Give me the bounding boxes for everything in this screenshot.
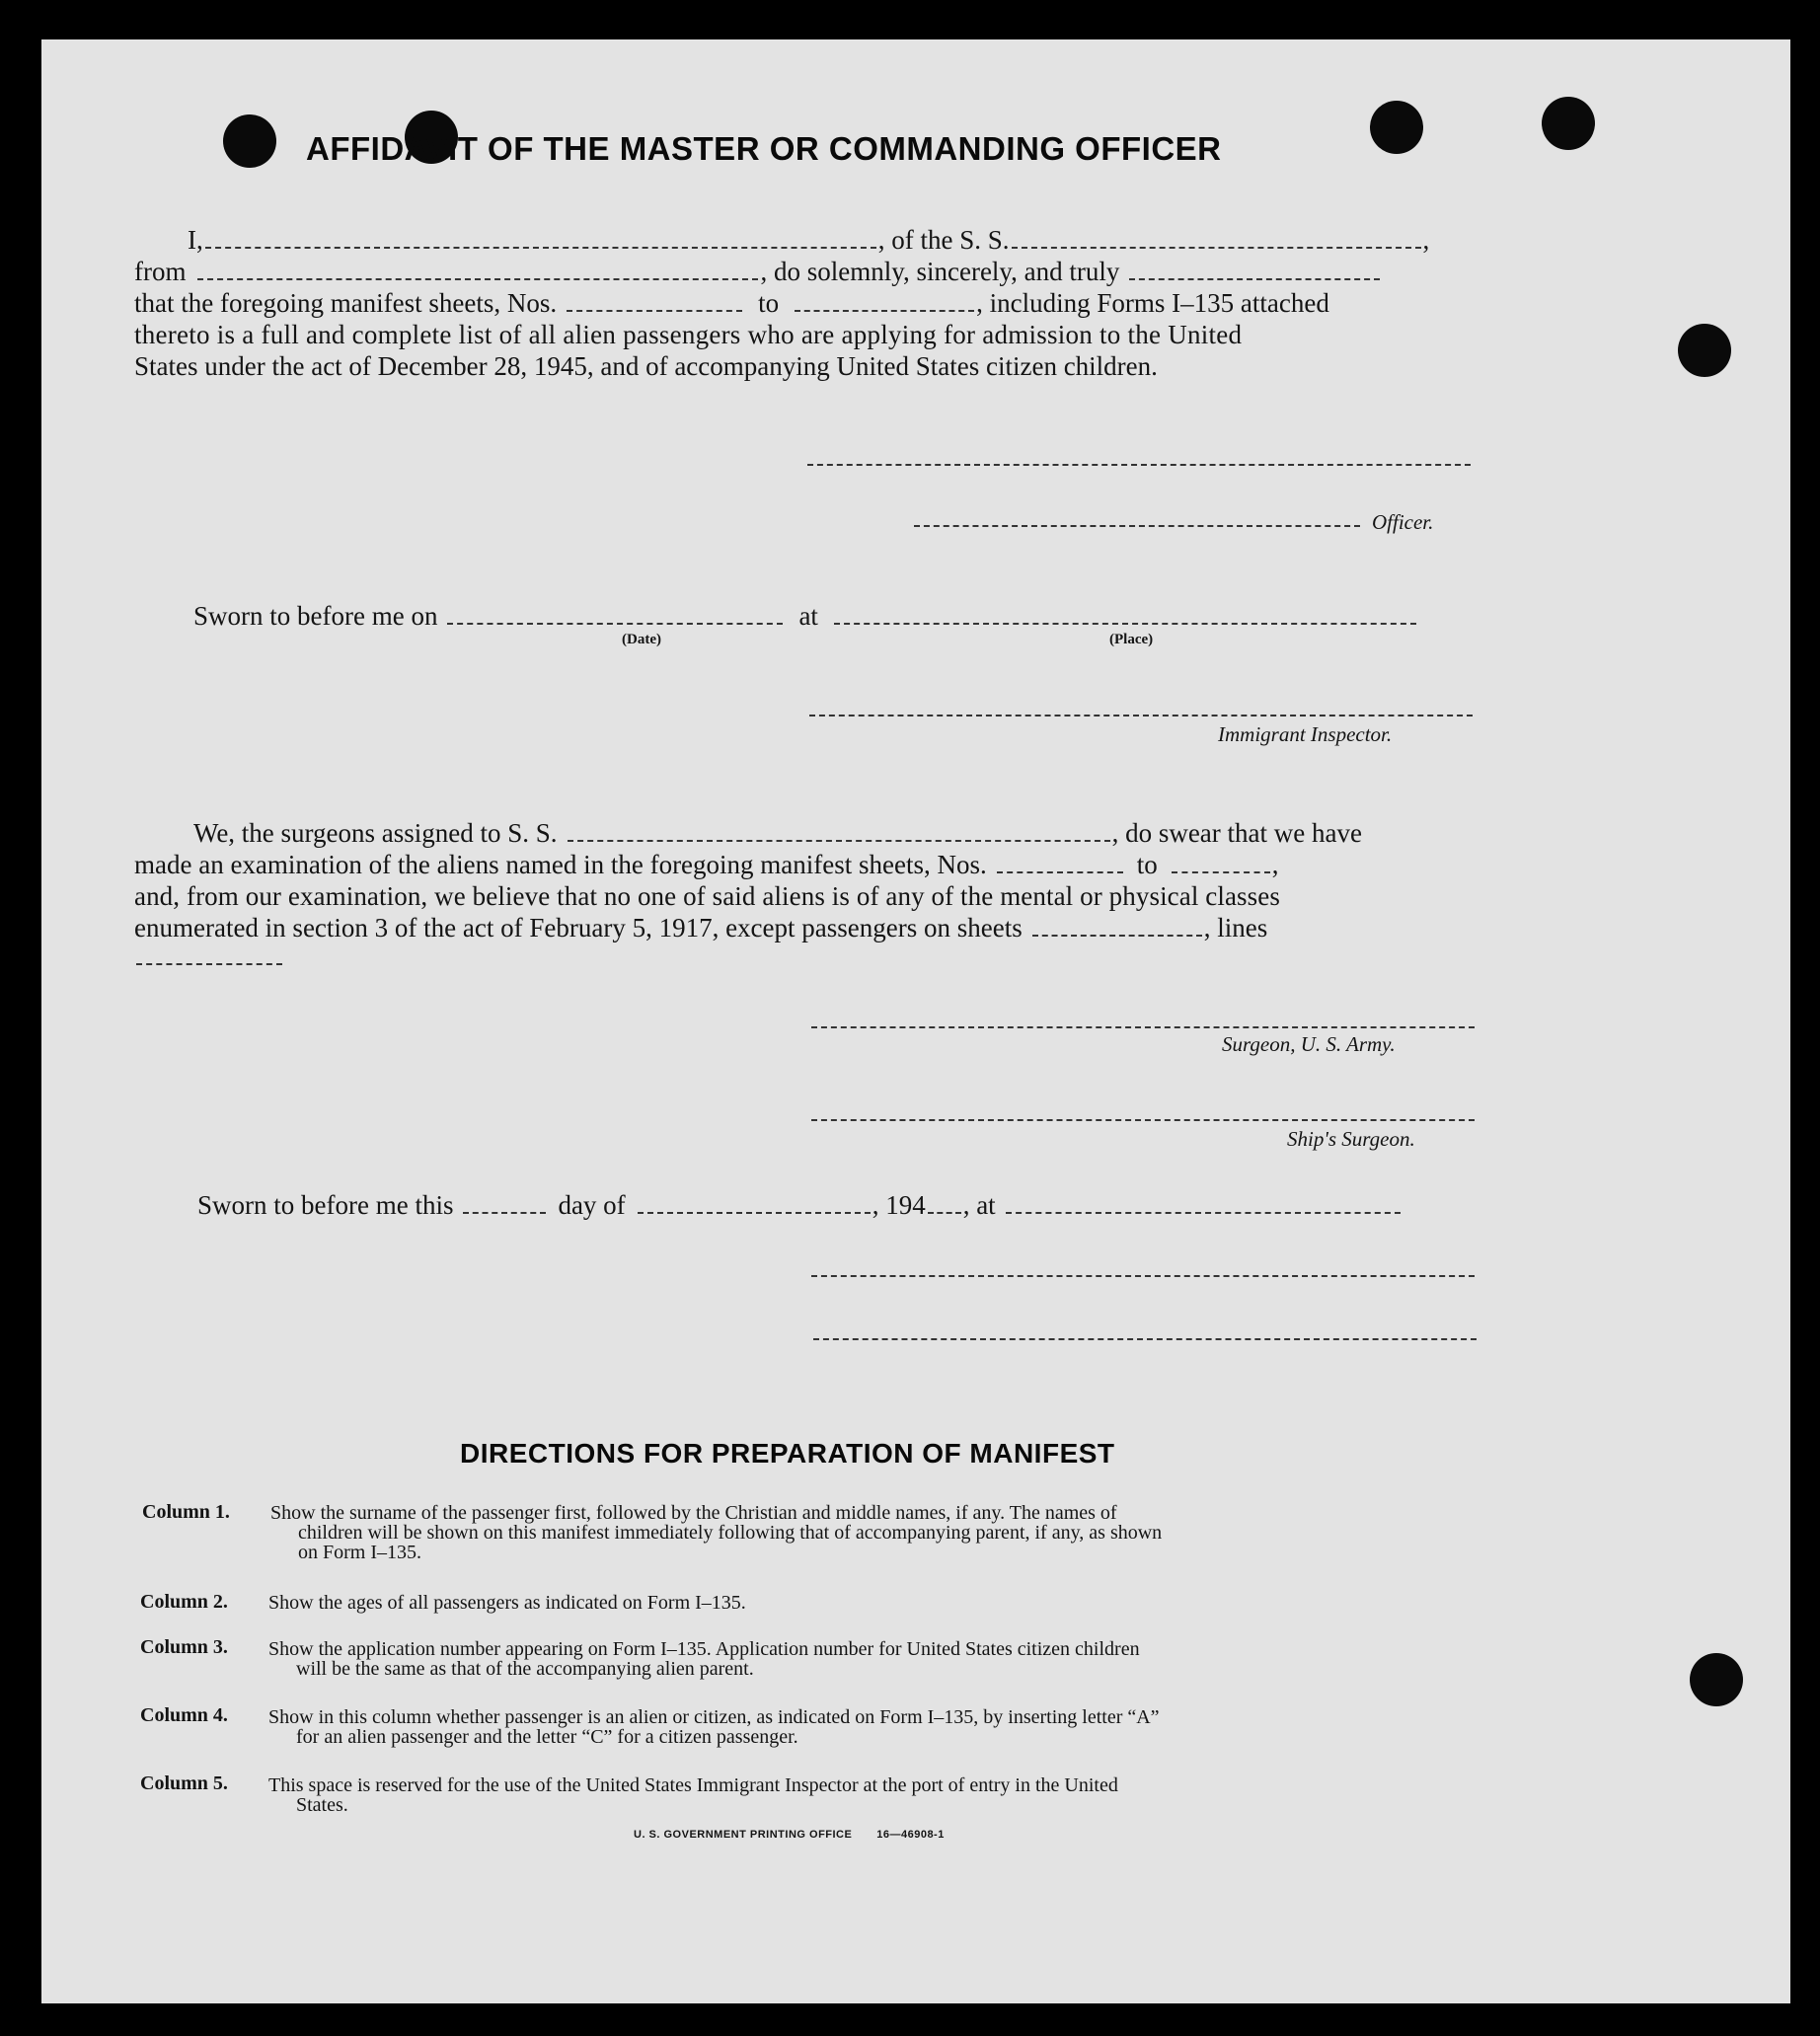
affidavit-line-1 [188,225,1429,256]
master-name-field[interactable] [205,246,876,249]
army-surgeon-label: Surgeon, U. S. Army. [1222,1032,1396,1056]
surgeons-text: enumerated in section 3 of the act of February 5, 1917, except passengers on sheets [134,913,1023,943]
sworn-text: day of [558,1190,626,1220]
column-5-label: Column 5. [140,1772,228,1794]
affidavit-line-3 [134,288,1329,319]
column-5-line: This space is reserved for the use of the United States Immigrant Inspector at the port of entry in the United [268,1774,1118,1796]
excepted-sheets-field[interactable] [1032,934,1202,937]
ships-surgeon-label: Ship's Surgeon. [1287,1127,1415,1151]
column-1-label: Column 1. [142,1501,230,1523]
punch-hole [1690,1653,1743,1706]
column-3-text [268,1639,1479,1679]
affidavit-text: that the foregoing manifest sheets, Nos. [134,288,558,318]
sworn-year-field[interactable] [928,1211,961,1214]
excepted-lines-field[interactable] [136,963,282,965]
sworn-line-1 [193,601,1418,632]
punch-hole [1542,97,1595,150]
affidavit-text: , do solemnly, sincerely, and truly [760,257,1120,286]
surgeon-sheet-from-field[interactable] [997,870,1123,873]
column-1-text [270,1503,1480,1562]
sworn-place-field[interactable] [834,622,1416,625]
column-5-text [268,1775,1479,1815]
surgeons-line-4 [134,913,1267,943]
surgeons-text: made an examination of the aliens named in the foregoing manifest sheets, Nos. [134,850,987,879]
punch-hole [1370,101,1423,154]
sworn-line-2 [197,1190,1403,1221]
surgeons-text: to [1136,850,1158,879]
column-4-label: Column 4. [140,1704,228,1726]
sworn-place-field-2[interactable] [1006,1211,1401,1214]
surgeons-text: , do swear that we have [1111,818,1362,848]
date-label: (Date) [622,632,661,647]
sworn-date-field[interactable] [447,622,783,625]
sheet-from-field[interactable] [567,309,742,312]
column-1-line: children will be shown on this manifest immediately following that of accompanying parent, if any, as shown [298,1522,1163,1544]
column-5-line: States. [296,1794,348,1816]
sworn-text: Sworn to before me this [197,1190,454,1220]
affidavit-text: , including Forms I–135 attached [976,288,1329,318]
oath-field[interactable] [1129,277,1380,280]
surgeons-text: , lines [1203,913,1268,943]
directions-title: DIRECTIONS FOR PREPARATION OF MANIFEST [460,1438,1115,1469]
officer-label: Officer. [1372,510,1434,534]
punch-hole [223,114,276,168]
affidavit-text: , of the S. S. [877,225,1010,255]
column-3-label: Column 3. [140,1636,228,1658]
inspector-signature-line[interactable] [809,715,1473,716]
surgeons-line-1 [193,818,1362,849]
sworn-day-field[interactable] [463,1211,546,1214]
column-4-line: for an alien passenger and the letter “C” for a citizen passenger. [296,1726,798,1748]
officer-title-line[interactable] [914,525,1360,527]
surgeon-sheet-to-field[interactable] [1172,870,1270,873]
affidavit-text: from [134,257,187,286]
column-2-label: Column 2. [140,1591,228,1613]
sworn-title-line[interactable] [813,1338,1477,1340]
surgeons-text: We, the surgeons assigned to S. S. [193,818,558,848]
column-1-line: on Form I–135. [298,1542,421,1563]
army-surgeon-signature-line[interactable] [811,1026,1475,1028]
officer-signature-line[interactable] [807,464,1471,466]
ships-surgeon-signature-line[interactable] [811,1119,1475,1121]
surgeons-line-3: and, from our examination, we believe that no one of said aliens is of any of the mental or physical classes [134,881,1280,911]
column-4-text [268,1707,1479,1747]
sworn-text: at [798,601,818,631]
sworn-text: Sworn to before me on [193,601,438,631]
place-label: (Place) [1109,632,1154,647]
column-1-line: Show the surname of the passenger first, followed by the Christian and middle names, if any. The names of [270,1502,1117,1524]
inspector-label: Immigrant Inspector. [1218,722,1393,746]
affidavit-line-2 [134,257,1382,287]
affidavit-title: AFFIDAVIT OF THE MASTER OR COMMANDING OFFICER [306,130,1222,167]
affidavit-line-5: States under the act of December 28, 1945, and of accompanying United States citizen children. [134,351,1158,381]
affidavit-text: I, [188,225,203,255]
surgeons-line-2 [134,850,1279,880]
printer-imprint: U. S. GOVERNMENT PRINTING OFFICE 16—46908-1 [634,1829,945,1841]
punch-hole [1678,324,1731,377]
affidavit-text: to [758,288,780,318]
ship-name-field[interactable] [1012,246,1421,249]
sworn-text: , 194 [872,1190,926,1220]
sheet-to-field[interactable] [795,309,974,312]
column-4-line: Show in this column whether passenger is an alien or citizen, as indicated on Form I–135, by inserting letter “A” [268,1706,1160,1728]
column-3-line: will be the same as that of the accompanying alien parent. [296,1658,754,1680]
column-2-line: Show the ages of all passengers as indicated on Form I–135. [268,1592,746,1614]
surgeon-ship-field[interactable] [568,839,1110,842]
port-from-field[interactable] [197,277,758,280]
sworn-text: , at [962,1190,996,1220]
sworn-signature-line[interactable] [811,1275,1475,1277]
affidavit-text: , [1422,225,1430,255]
surgeons-text: , [1271,850,1279,879]
sworn-month-field[interactable] [638,1211,871,1214]
column-3-line: Show the application number appearing on Form I–135. Application number for United States citizen children [268,1638,1140,1660]
column-2-text [268,1593,1479,1613]
affidavit-line-4: thereto is a full and complete list of all alien passengers who are applying for admission to the United [134,320,1243,349]
